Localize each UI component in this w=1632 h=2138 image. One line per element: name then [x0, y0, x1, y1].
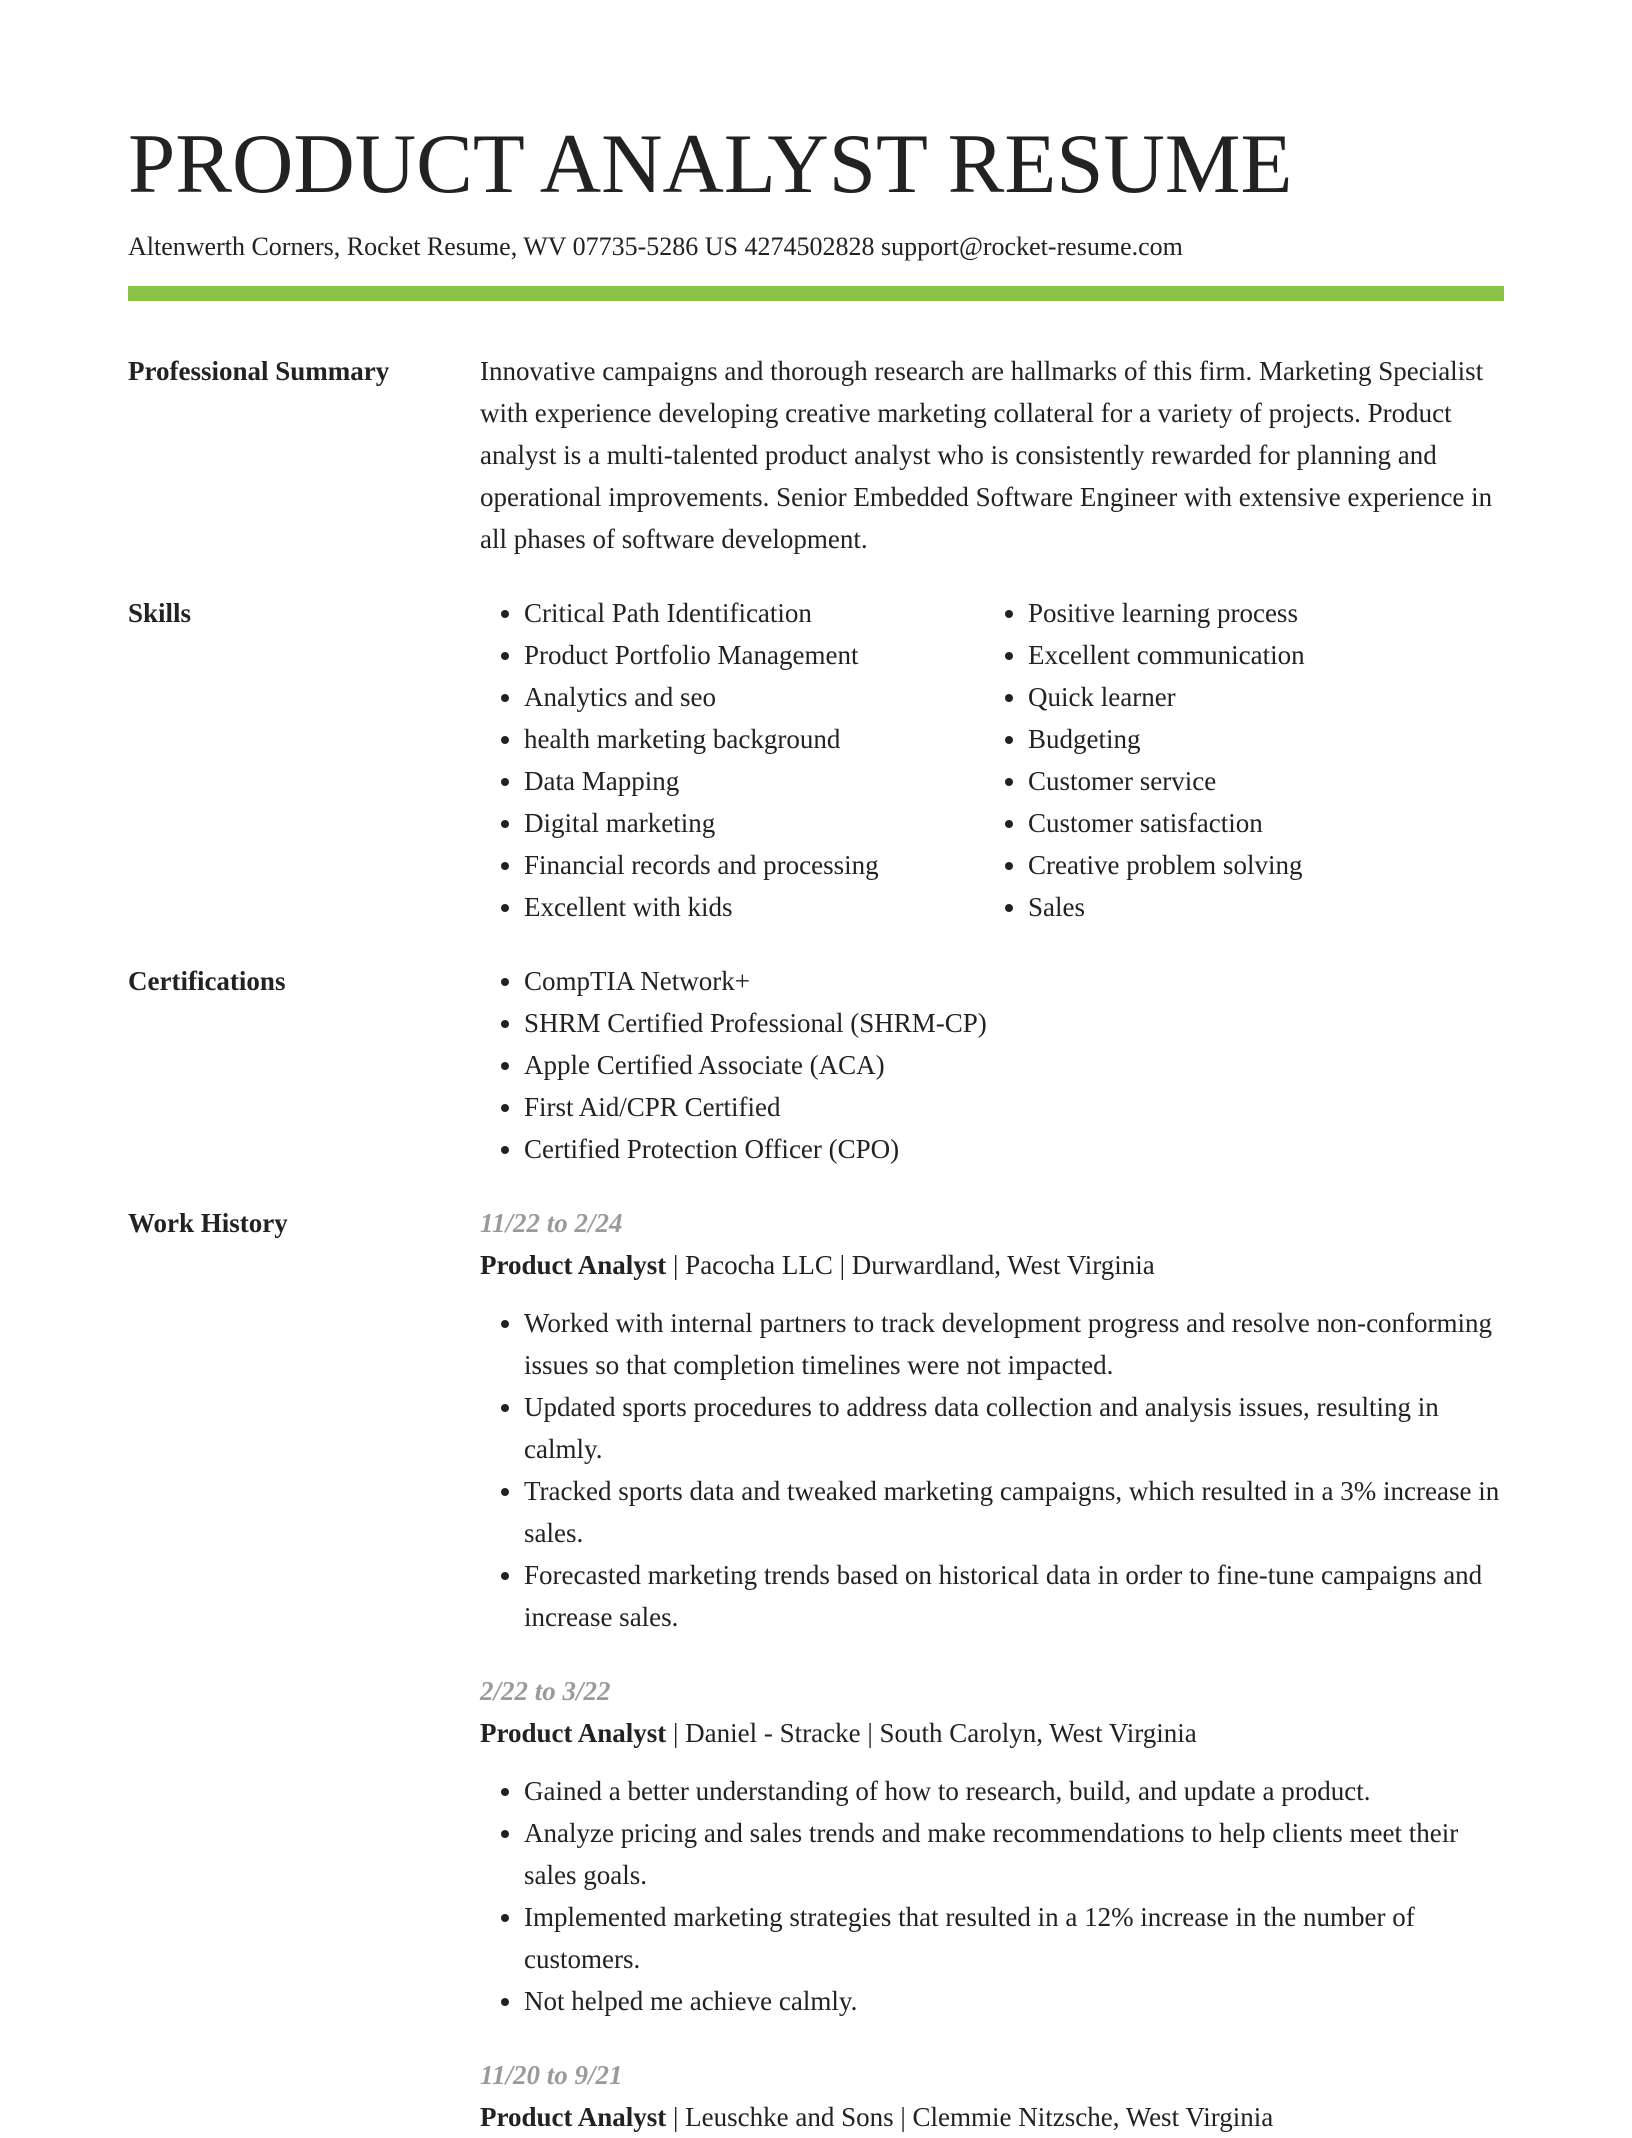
job-bullet: • Tracked sports data and tweaked marketing campaigns, which resulted in a 3% increase in sales. [524, 1470, 1504, 1554]
skills-list-right [984, 592, 1528, 928]
job-entry [480, 1202, 1504, 1638]
skill-item: • Creative problem solving [1028, 844, 1528, 886]
job-dates: 11/22 to 2/24 [480, 1208, 623, 1238]
summary-text: Innovative campaigns and thorough research are hallmarks of this firm. Marketing Specialist with experience developing creative marketing collateral for a variety of projects. Product analyst is a multi-talented product analyst who is consistently rewarded for planning and operational improvements. Senior Embedded Software Engineer with extensive experience in all phases of software development. [480, 356, 1493, 554]
resume-title: PRODUCT ANALYST RESUME [128, 117, 1293, 211]
certification-item: • CompTIA Network+ [524, 960, 1504, 1002]
certifications-list [480, 960, 1504, 1170]
job-title: Product Analyst [480, 1718, 667, 1748]
job-heading [480, 2096, 1504, 2138]
skill-item: • Product Portfolio Management [524, 634, 1024, 676]
certifications-label: Certifications [128, 966, 286, 996]
job-dates: 2/22 to 3/22 [480, 1676, 611, 1706]
job-title: Product Analyst [480, 1250, 667, 1280]
skill-item: • Excellent communication [1028, 634, 1528, 676]
job-heading [480, 1244, 1504, 1286]
skill-item: • Sales [1028, 886, 1528, 928]
skill-item: • health marketing background [524, 718, 1024, 760]
job-details: | Leuschke and Sons | Clemmie Nitzsche, West Virginia [666, 2102, 1274, 2132]
job-entry [480, 2054, 1504, 2138]
certification-item: • Certified Protection Officer (CPO) [524, 1128, 1504, 1170]
skill-item: • Analytics and seo [524, 676, 1024, 718]
job-bullet: • Gained a better understanding of how to research, build, and update a product. [524, 1770, 1504, 1812]
job-bullets [480, 1770, 1504, 2022]
certifications-body [480, 960, 1504, 1170]
skill-item: • Budgeting [1028, 718, 1528, 760]
job-bullet: • Updated sports procedures to address data collection and analysis issues, resulting in calmly. [524, 1386, 1504, 1470]
contact-info: Altenwerth Corners, Rocket Resume, WV 07735-5286 US 4274502828 support@rocket-resume.com [128, 232, 1183, 261]
skill-item: • Financial records and processing [524, 844, 1024, 886]
skill-item: • Customer satisfaction [1028, 802, 1528, 844]
job-entry [480, 1670, 1504, 2022]
job-bullet: • Worked with internal partners to track development progress and resolve non-conforming issues so that completion timelines were not impacted. [524, 1302, 1504, 1386]
skill-item: • Quick learner [1028, 676, 1528, 718]
job-bullet: • Analyze pricing and sales trends and make recommendations to help clients meet their sales goals. [524, 1812, 1504, 1896]
skill-item: • Critical Path Identification [524, 592, 1024, 634]
certification-item: • First Aid/CPR Certified [524, 1086, 1504, 1128]
job-dates: 11/20 to 9/21 [480, 2060, 623, 2090]
certification-item: • SHRM Certified Professional (SHRM-CP) [524, 1002, 1504, 1044]
skill-item: • Positive learning process [1028, 592, 1528, 634]
accent-divider [128, 286, 1504, 301]
skill-item: • Excellent with kids [524, 886, 1024, 928]
job-bullets [480, 1302, 1504, 1638]
skill-item: • Customer service [1028, 760, 1528, 802]
summary-body [480, 350, 1504, 560]
job-bullet: • Forecasted marketing trends based on historical data in order to fine-tune campaigns and increase sales. [524, 1554, 1504, 1638]
job-heading [480, 1712, 1504, 1754]
skill-item: • Digital marketing [524, 802, 1024, 844]
job-bullet: • Not helped me achieve calmly. [524, 1980, 1504, 2022]
skills-list-left [480, 592, 1024, 928]
skill-item: • Data Mapping [524, 760, 1024, 802]
certification-item: • Apple Certified Associate (ACA) [524, 1044, 1504, 1086]
work-history-label: Work History [128, 1208, 288, 1238]
summary-label: Professional Summary [128, 356, 390, 386]
job-details: | Daniel - Stracke | South Carolyn, West Virginia [666, 1718, 1197, 1748]
job-details: | Pacocha LLC | Durwardland, West Virginia [666, 1250, 1155, 1280]
job-bullet: • Implemented marketing strategies that resulted in a 12% increase in the number of customers. [524, 1896, 1504, 1980]
skills-label: Skills [128, 598, 192, 628]
job-title: Product Analyst [480, 2102, 667, 2132]
